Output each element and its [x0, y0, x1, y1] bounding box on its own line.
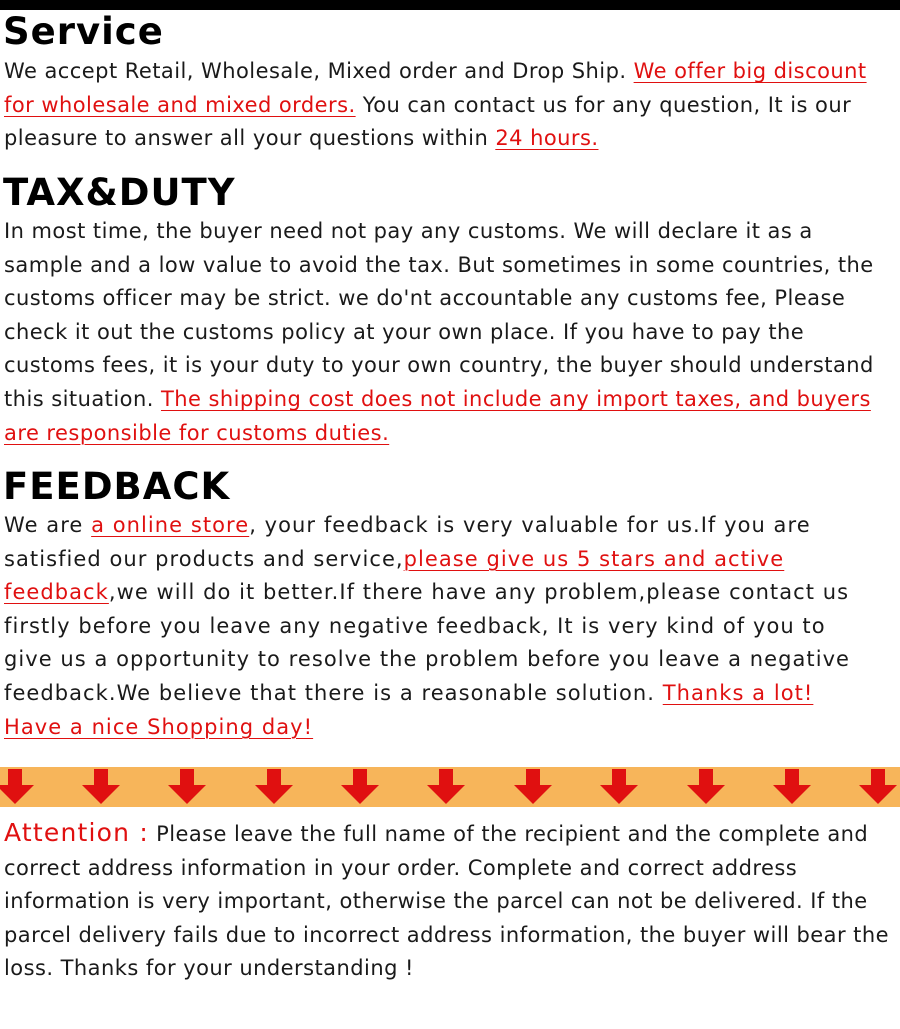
down-arrow-icon: [427, 769, 465, 804]
service-heading: Service: [3, 10, 164, 53]
wholesale-discount-highlight: We offer big discount for wholesale and mixed orders.: [4, 59, 867, 117]
down-arrow-icon: [255, 769, 293, 804]
service-text-2: You can contact us for any question, It is our pleasure to answer all your questions within: [4, 92, 852, 151]
arrow-divider-band: [0, 767, 900, 807]
feedback-heading: FEEDBACK: [3, 465, 231, 508]
feedback-text-1: We are: [4, 513, 92, 537]
attention-text: Please leave the full name of the recipient and the complete and correct address information in your order. Complete and correct address information is very important, otherwise the parcel can not be delivered. If the parcel delivery fails due to incorrect address information, the buyer will bear the loss. Thanks for your understanding !: [4, 822, 889, 981]
tax-duty-text: In most time, the buyer need not pay any customs. We will declare it as a sample and a low value to avoid the tax. But sometimes in some countries, the customs officer may be strict. we do'nt accountable any customs fee, Please check it out the customs policy at your own place. If you have to pay the customs fees, it is your duty to your own country, the buyer should understand this situation.: [4, 219, 874, 411]
tax-duty-paragraph: [4, 215, 884, 450]
tax-duty-heading: TAX&DUTY: [3, 171, 236, 214]
down-arrow-icon: [341, 769, 379, 804]
import-taxes-highlight: The shipping cost does not include any import taxes, and buyers are responsible for customs duties.: [4, 386, 871, 445]
down-arrow-icon: [0, 769, 34, 804]
response-time-highlight: 24 hours.: [495, 126, 599, 151]
thanks-highlight: Thanks a lot! Have a nice Shopping day!: [4, 680, 814, 739]
down-arrow-icon: [514, 769, 552, 804]
attention-paragraph: [4, 816, 899, 986]
arrow-row: [0, 767, 900, 807]
top-border-bar: [0, 0, 900, 10]
feedback-text-2: , your feedback is very valuable for us.If you are satisfied our products and service,: [4, 513, 811, 571]
service-text-1: We accept Retail, Wholesale, Mixed order and Drop Ship.: [4, 59, 634, 83]
down-arrow-icon: [82, 769, 120, 804]
feedback-paragraph: [4, 509, 864, 744]
five-stars-highlight: please give us 5 stars and active feedback: [4, 546, 785, 605]
service-paragraph: [4, 55, 884, 156]
feedback-text-3: ,we will do it better.If there have any problem,please contact us firstly before you leave any negative feedback, It is very kind of you to give us a opportunity to resolve the problem before you leave a negative feedback.We believe that there is a reasonable solution.: [4, 580, 851, 705]
down-arrow-icon: [600, 769, 638, 804]
down-arrow-icon: [773, 769, 811, 804]
online-store-highlight: a online store: [91, 513, 250, 537]
down-arrow-icon: [687, 769, 725, 804]
down-arrow-icon: [859, 769, 897, 804]
down-arrow-icon: [168, 769, 206, 804]
attention-label: Attention :: [4, 818, 149, 847]
